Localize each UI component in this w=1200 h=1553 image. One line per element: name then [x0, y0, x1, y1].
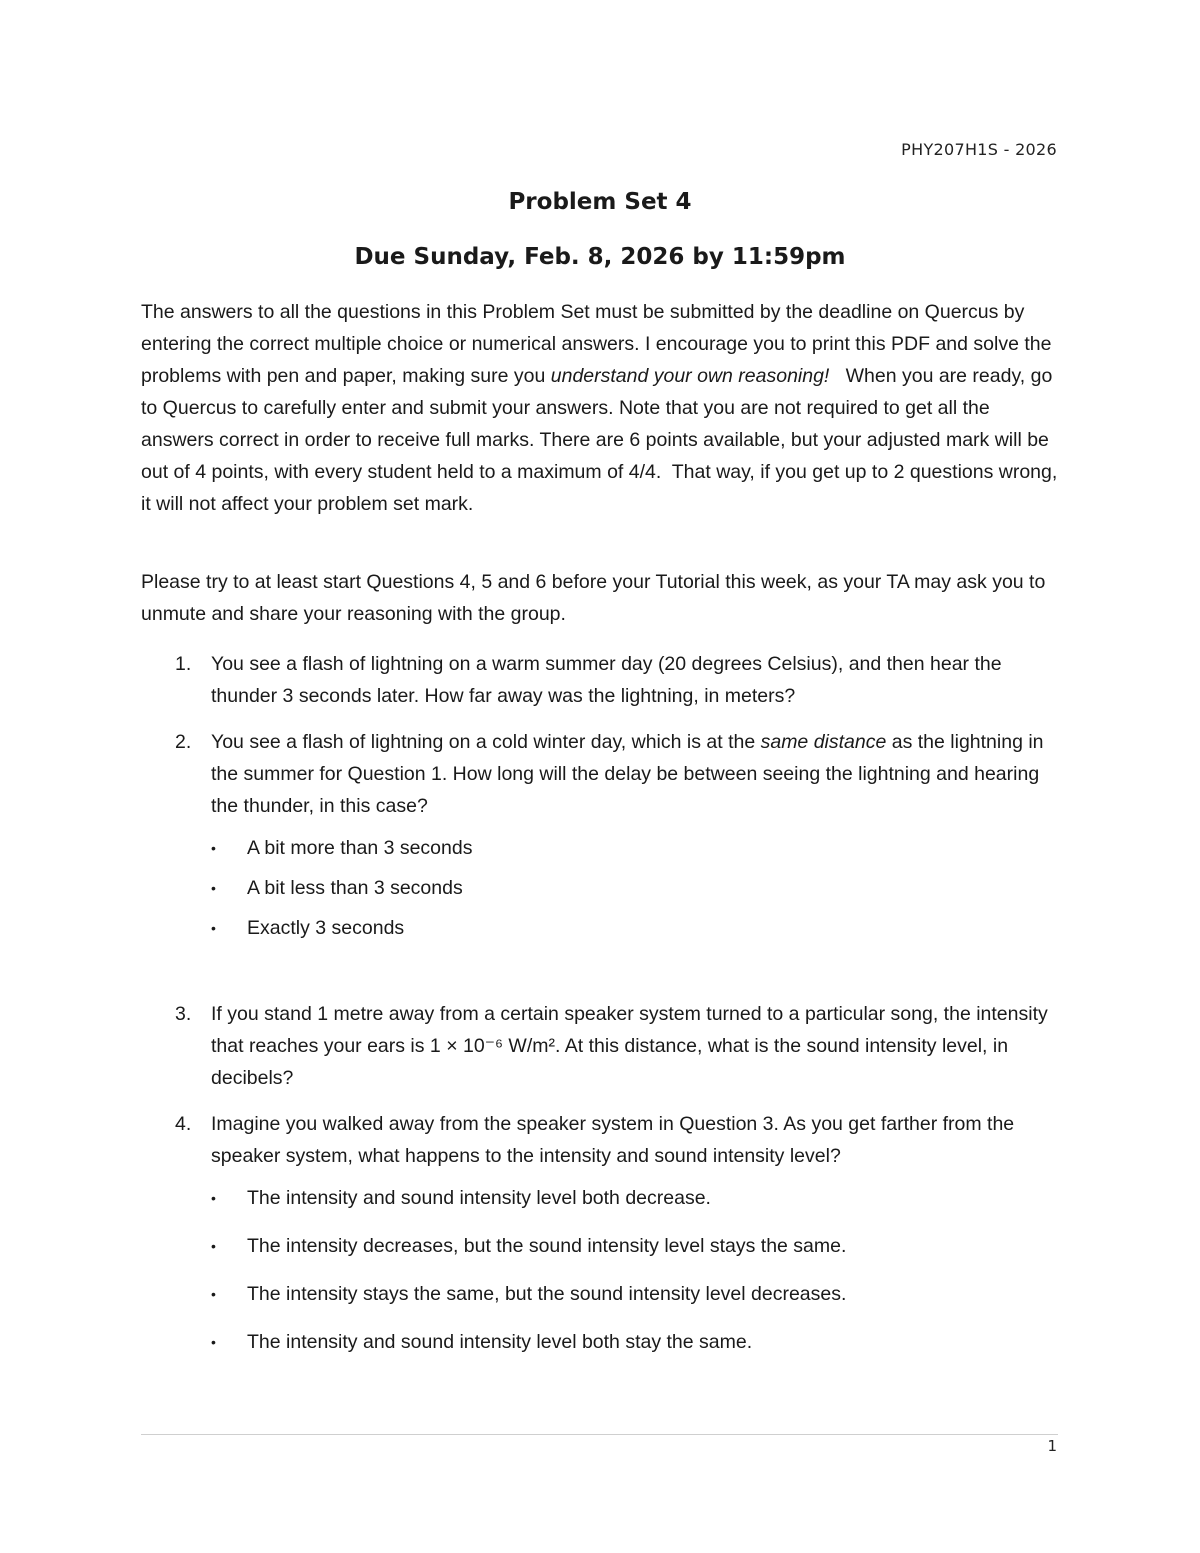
option-item: [211, 872, 1061, 904]
question-number: 3.: [175, 1003, 192, 1025]
question-item: [141, 726, 1061, 944]
option-text: A bit more than 3 seconds: [247, 837, 473, 859]
option-text: The intensity stays the same, but the sound intensity level decreases.: [247, 1283, 847, 1305]
due-date: Due Sunday, Feb. 8, 2026 by 11:59pm: [354, 244, 846, 270]
bullet-icon: •: [211, 920, 216, 936]
question-number: 2.: [175, 731, 192, 753]
intro-text-b: When you are ready, go to Quercus to carefully enter and submit your answers. Note that you are not required to get all the answers correct in order to receive full marks. There are 6 points available, but your adjusted mark will be out of 4 points, with every student held to a maximum of 4/4. That way, if you get up to 2 questions wrong, it will not affect your problem set mark.: [141, 365, 1063, 515]
question-text-b: as the lightning in the summer for Question 1. How long will the delay be between seeing the lightning and hearing the thunder, in this case?: [211, 731, 1044, 817]
bullet-icon: •: [211, 1238, 216, 1254]
option-list: [211, 832, 1061, 944]
bullet-icon: •: [211, 880, 216, 896]
bullet-icon: •: [211, 1286, 216, 1302]
option-text: The intensity and sound intensity level both stay the same.: [247, 1331, 753, 1353]
option-list: [211, 1182, 1061, 1358]
question-list: [141, 648, 1061, 1358]
question-text: You see a flash of lightning on a warm summer day (20 degrees Celsius), and then hear the thunder 3 seconds later. How far away was the lightning, in meters?: [211, 653, 1002, 707]
option-item: [211, 1278, 1061, 1310]
question-emphasis: same distance: [760, 731, 887, 753]
option-item: [211, 832, 1061, 864]
option-item: [211, 1182, 1061, 1214]
question-text: If you stand 1 metre away from a certain speaker system turned to a particular song, the intensity that reaches your ears is 1 × 10⁻⁶ W/m². At this distance, what is the sound intensity level, in decibels?: [211, 1003, 1048, 1089]
intro-paragraph: [141, 296, 1061, 520]
bullet-icon: •: [211, 1334, 216, 1350]
document-body: [141, 296, 1061, 1374]
intro-emphasis: understand your own reasoning!: [550, 365, 830, 387]
question-item: [141, 1108, 1061, 1358]
question-text-a: You see a flash of lightning on a cold winter day, which is at the: [211, 731, 761, 753]
question-number: 1.: [175, 653, 192, 675]
bullet-icon: •: [211, 1190, 216, 1206]
tutorial-note: Please try to at least start Questions 4, 5 and 6 before your Tutorial this week, as your TA may ask you to unmute and share your reasoning with the group.: [141, 571, 1046, 625]
option-item: [211, 912, 1061, 944]
bullet-icon: •: [211, 840, 216, 856]
course-code: PHY207H1S - 2026: [901, 140, 1057, 159]
question-item: [141, 998, 1061, 1094]
question-number: 4.: [175, 1113, 192, 1135]
question-text: Imagine you walked away from the speaker system in Question 3. As you get farther from the speaker system, what happens to the intensity and sound intensity level?: [211, 1113, 1015, 1167]
option-item: [211, 1230, 1061, 1262]
page-title: Problem Set 4: [508, 189, 692, 215]
option-text: A bit less than 3 seconds: [247, 877, 463, 899]
footer-divider: [141, 1434, 1058, 1435]
option-item: [211, 1326, 1061, 1358]
page-number: 1: [1047, 1437, 1057, 1455]
intro-text-a: The answers to all the questions in this Problem Set must be submitted by the deadline on Quercus by entering the correct multiple choice or numerical answers. I encourage you to print this PDF and solve the problems with pen and paper, making sure you: [141, 301, 1052, 387]
option-text: The intensity and sound intensity level both decrease.: [247, 1187, 711, 1209]
option-text: Exactly 3 seconds: [247, 917, 405, 939]
option-text: The intensity decreases, but the sound intensity level stays the same.: [247, 1235, 847, 1257]
question-item: [141, 648, 1061, 712]
